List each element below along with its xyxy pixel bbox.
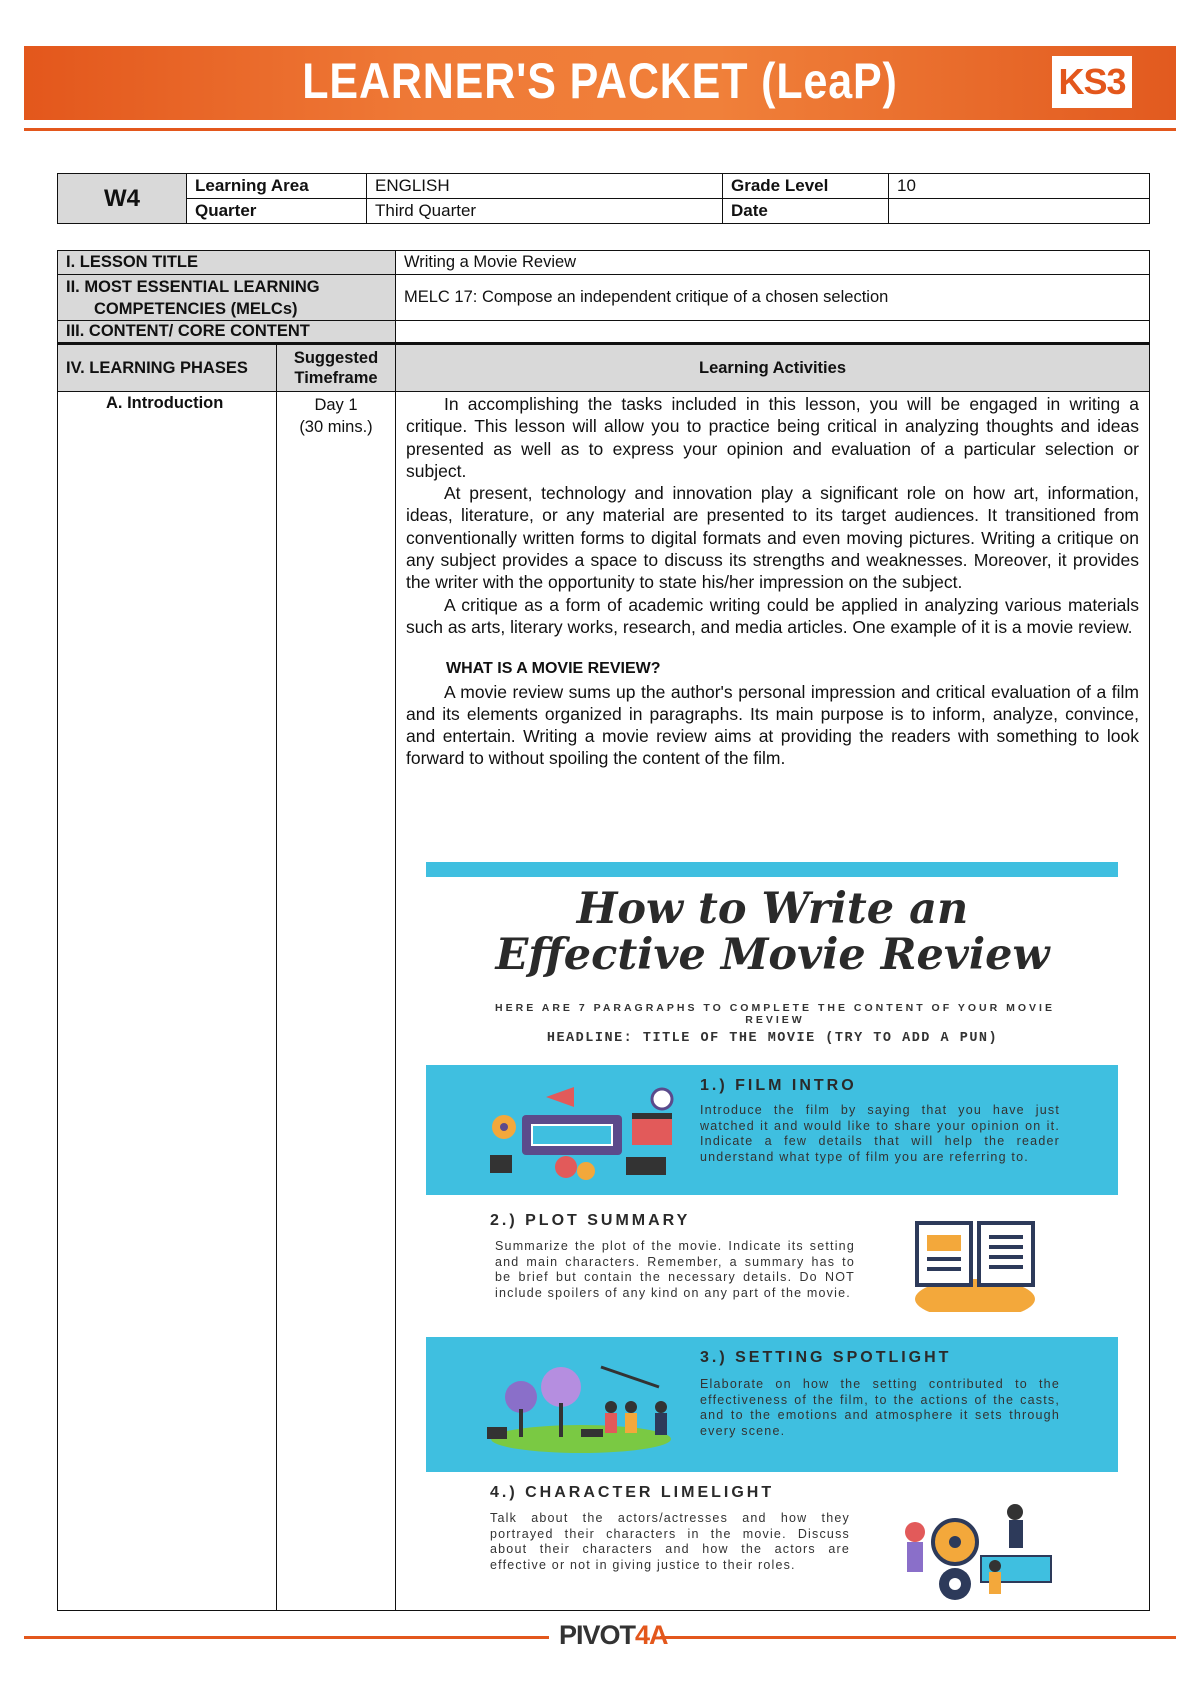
section-2-title: 2.) PLOT SUMMARY <box>490 1212 691 1229</box>
open-book-illustration <box>905 1217 1045 1312</box>
section-4-title: 4.) CHARACTER LIMELIGHT <box>490 1484 775 1501</box>
date-value <box>889 199 1150 224</box>
clapperboard-icon <box>632 1119 672 1145</box>
melc-label-line2: COMPETENCIES (MELCs) <box>94 300 298 318</box>
header-banner <box>24 46 1176 120</box>
timeframe-header-line1: Suggested <box>293 349 379 367</box>
footer-rule-left <box>24 1636 549 1639</box>
day-label: Day 1 <box>314 396 358 414</box>
content-label: III. CONTENT/ CORE CONTENT <box>58 321 396 344</box>
infographic-subtitle: HERE ARE 7 PARAGRAPHS TO COMPLETE THE CONTENT OF YOUR MOVIE REVIEW <box>495 1002 1055 1026</box>
projector-screen <box>532 1125 612 1145</box>
week-cell: W4 <box>58 174 187 224</box>
quarter-label: Quarter <box>187 199 367 224</box>
section-3-title: 3.) SETTING SPOTLIGHT <box>700 1349 952 1366</box>
movie-review-heading: WHAT IS A MOVIE REVIEW? <box>446 660 661 678</box>
activities-header: Learning Activities <box>396 344 1150 392</box>
tree-icon <box>505 1381 537 1413</box>
section-setting-spotlight <box>426 1337 1118 1472</box>
pivot-logo <box>559 1620 668 1651</box>
camera-icon <box>626 1157 666 1175</box>
boom-mic-icon <box>601 1367 659 1387</box>
infographic-title-line1: How to Write an <box>576 884 969 934</box>
film-set-illustration <box>481 1357 681 1457</box>
megaphone-icon <box>546 1087 574 1107</box>
paragraph-3: A critique as a form of academic writing could be applied in analyzing various materials such as arts, literary works, research, and media articles. One example of it is a movie review. <box>406 594 1139 637</box>
footer-rule-right <box>660 1636 1176 1639</box>
banner-divider <box>24 128 1176 131</box>
content-value <box>396 321 1150 344</box>
speaker-icon <box>490 1155 512 1173</box>
timeframe-header <box>277 344 396 392</box>
disc-icon <box>555 1156 577 1178</box>
lesson-title-label: I. LESSON TITLE <box>58 251 396 275</box>
section-1-body: Introduce the film by saying that you have just watched it and would like to share your opinion on it. Indicate a few details that will help the reader understand what type of film you are referring to. <box>700 1103 1060 1164</box>
section-1-title: 1.) FILM INTRO <box>700 1077 857 1094</box>
infographic-title-line2: Effective Movie Review <box>495 930 1050 980</box>
actors-film-illustration <box>885 1492 1065 1604</box>
learning-area-value: ENGLISH <box>367 174 723 199</box>
camera-icon <box>487 1427 507 1439</box>
book-right-page <box>979 1223 1033 1285</box>
book-left-page <box>917 1223 971 1285</box>
info-table <box>57 173 1150 224</box>
timeframe-day1 <box>277 392 396 1611</box>
banner-title: LEARNER'S PACKET (LeaP) <box>302 53 898 109</box>
ks3-badge: KS3 <box>1052 56 1132 108</box>
section-4-body: Talk about the actors/actresses and how they portrayed their characters in the movie. Discuss about their characters and how the actors are effective or not in giving justice to their roles. <box>490 1511 850 1572</box>
actor-icon <box>905 1522 925 1542</box>
section-film-intro <box>426 1065 1118 1195</box>
pivot-logo-text: PIVOT <box>559 1620 636 1650</box>
paragraph-2: At present, technology and innovation play a significant role on how art, information, ideas, literature, or any material are presented to its target audiences. It transitioned from conventionally written forms to digital formats and even moving pictures. Writing a critique on any subject provides a space to discuss its strengths and weaknesses. Moreover, it provides the writer with the opportunity to state his/her impression on the subject. <box>406 483 1139 593</box>
phases-header: IV. LEARNING PHASES <box>58 344 277 392</box>
lesson-title-value: Writing a Movie Review <box>396 251 1150 275</box>
film-equipment-illustration <box>486 1085 696 1185</box>
melc-value: MELC 17: Compose an independent critique of a chosen selection <box>396 275 1150 321</box>
infographic-top-bar <box>426 862 1118 877</box>
pivot-logo-4a: 4A <box>635 1620 668 1650</box>
date-label: Date <box>723 199 889 224</box>
quarter-value: Third Quarter <box>367 199 723 224</box>
paragraph-1: In accomplishing the tasks included in this lesson, you will be engaged in writing a critique. This lesson will allow you to practice being critical in analyzing thoughts and ideas presented as well as to express your opinion and evaluation of a particular selection or subject. <box>406 394 1139 481</box>
grade-level-value: 10 <box>889 174 1150 199</box>
melc-label-line1: II. MOST ESSENTIAL LEARNING <box>66 278 320 296</box>
section-3-body: Elaborate on how the setting contributed to the effectiveness of the film, to the actions of the casts, and to the emotions and atmosphere it sets through every scene. <box>700 1377 1060 1438</box>
learning-area-label: Learning Area <box>187 174 367 199</box>
movie-review-infographic <box>425 862 1120 1606</box>
activities-text <box>396 392 1149 770</box>
actor-icon <box>605 1401 617 1413</box>
melc-label <box>58 275 396 321</box>
timeframe-header-line2: Timeframe <box>294 369 378 387</box>
paragraph-4: A movie review sums up the author's personal impression and critical evaluation of a film and its elements organized in paragraphs. Its main purpose is to inform, analyze, convince, and entertain. Writing a movie review aims at providing the readers with something to look forward to without spoiling the content of the film. <box>406 681 1139 769</box>
minutes-label: (30 mins.) <box>299 418 373 436</box>
phase-introduction: A. Introduction <box>58 392 277 1611</box>
grade-level-label: Grade Level <box>723 174 889 199</box>
infographic-headline: HEADLINE: TITLE OF THE MOVIE (TRY TO ADD A PUN) <box>546 1031 999 1046</box>
section-2-body: Summarize the plot of the movie. Indicate its setting and main characters. Remember, a summary has to be brief but contain the necessary details. Do NOT include spoilers of any kind on any part of the movie. <box>495 1239 855 1300</box>
